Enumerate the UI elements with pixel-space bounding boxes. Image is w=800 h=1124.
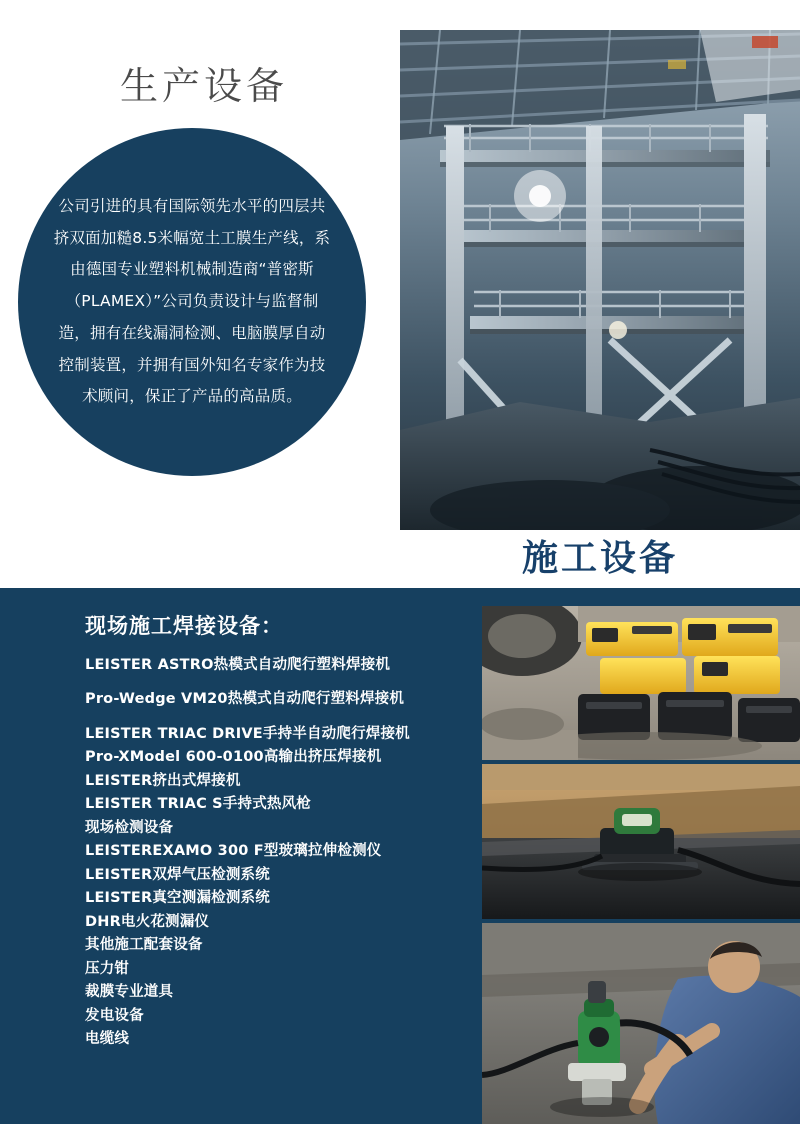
- welding-machines-photo: [482, 606, 800, 760]
- list-item: 现场检测设备: [85, 819, 174, 836]
- construction-heading: 施工设备: [521, 538, 678, 579]
- list-item: 发电设备: [85, 1007, 144, 1024]
- production-blurb-circle: [18, 128, 366, 476]
- production-line-photo: [400, 30, 800, 530]
- equipment-list: [85, 610, 465, 1052]
- worker-welding-photo: [482, 923, 800, 1124]
- construction-section: [0, 588, 800, 1124]
- list-item: Pro-XModel 600-0100高输出挤压焊接机: [85, 749, 382, 766]
- worker-welding-photo-graphic: [482, 923, 800, 1124]
- production-blurb-text: 公司引进的具有国际领先水平的四层共挤双面加糙8.5米幅宽土工膜生产线，系由德国专业塑料机械制造商“普密斯（PLAMEX）”公司负责设计与监督制造，拥有在线漏洞检测、电脑膜厚自动控制装置，并拥有国外知名专家作为技术顾问，保正了产品的高品质。: [53, 196, 331, 406]
- list-item: 压力钳: [85, 960, 130, 977]
- equipment-list-heading: 现场施工焊接设备：: [85, 614, 283, 638]
- list-item: LEISTER TRIAC DRIVE手持半自动爬行焊接机: [85, 725, 410, 742]
- construction-photo-column: [482, 588, 800, 1124]
- field-testing-photo-graphic: [482, 764, 800, 919]
- list-item: LEISTER挤出式焊接机: [85, 772, 241, 789]
- list-item: LEISTER ASTRO热模式自动爬行塑料焊接机: [85, 657, 391, 673]
- list-item: LEISTER TRIAC S手持式热风枪: [85, 796, 311, 813]
- list-item: LEISTER双焊气压检测系统: [85, 866, 270, 883]
- production-line-photo-graphic: [400, 30, 800, 530]
- list-item: 其他施工配套设备: [85, 937, 203, 954]
- welding-machines-photo-graphic: [482, 606, 800, 760]
- list-item: 裁膜专业道具: [85, 984, 174, 1001]
- list-item: 电缆线: [85, 1031, 130, 1048]
- list-item: LEISTER真空测漏检测系统: [85, 890, 270, 907]
- list-item: DHR电火花测漏仪: [85, 913, 210, 930]
- list-item: Pro-Wedge VM20热模式自动爬行塑料焊接机: [85, 691, 405, 708]
- page-title: 生产设备: [120, 64, 289, 108]
- field-testing-photo: [482, 764, 800, 919]
- production-text-column: [0, 0, 400, 588]
- list-item: LEISTEREXAMO 300 F型玻璃拉伸检测仪: [85, 843, 382, 860]
